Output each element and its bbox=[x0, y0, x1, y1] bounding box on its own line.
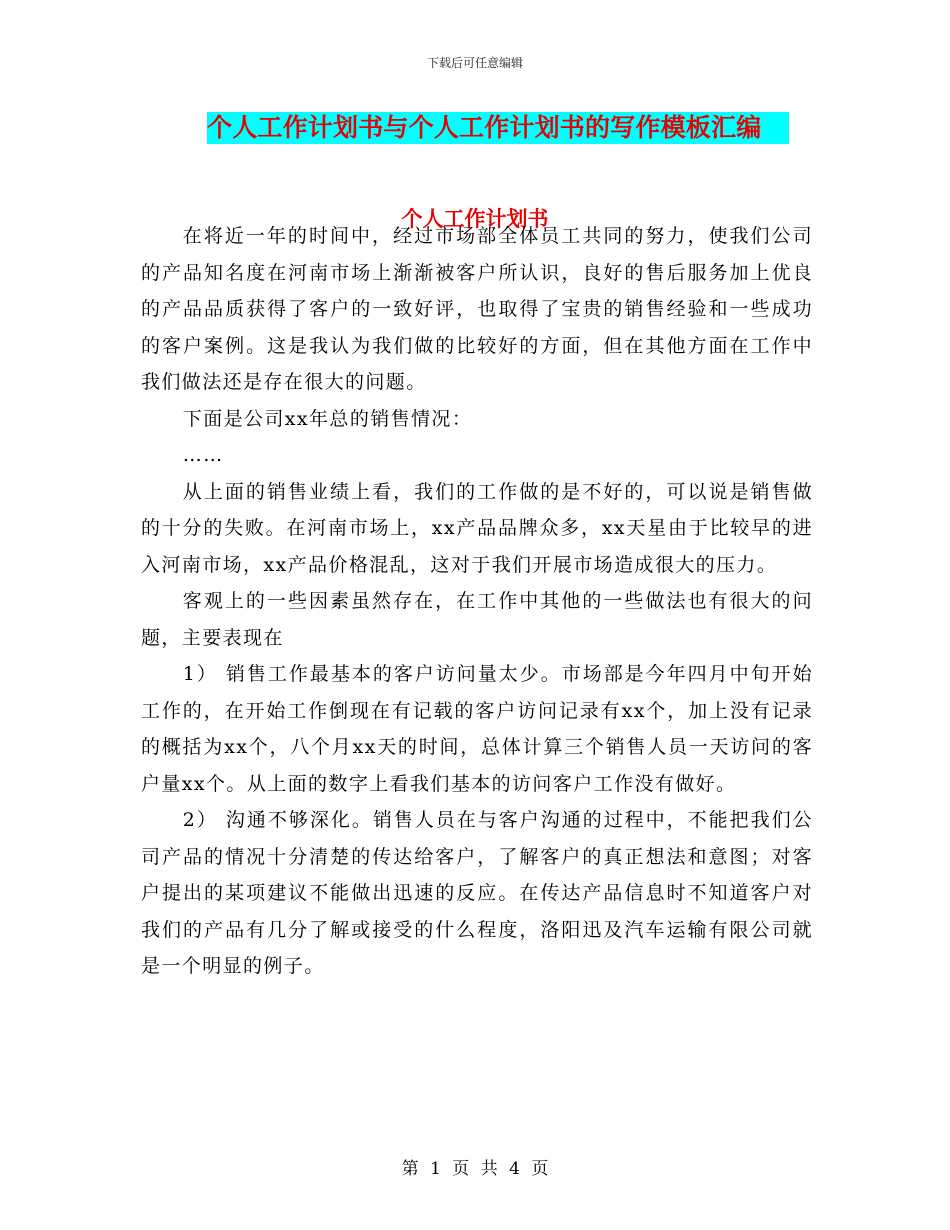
paragraph-problem-2: 2） 沟通不够深化。销售人员在与客户沟通的过程中，不能把我们公司产品的情况十分清楚的传达给客户，了解客户的真正想法和意图；对客户提出的某项建议不能做出迅速的反应。在传达产品信息时不知道客户对我们的产品有几分了解或接受的什么程度，洛阳迅及汽车运输有限公司就是一个明显的例子。 bbox=[141, 809, 813, 977]
paragraph-intro: 在将近一年的时间中，经过市场部全体员工共同的努力，使我们公司的产品知名度在河南市场上渐渐被客户所认识，良好的售后服务加上优良的产品品质获得了客户的一致好评，也取得了宝贵的销售经验和一些成功的客户案例。这是我认为我们做的比较好的方面，但在其他方面在工作中我们做法还是存在很大的问题。 bbox=[141, 225, 813, 393]
section-heading: 个人工作计划书 bbox=[401, 206, 549, 231]
paragraph-problems-intro: 客观上的一些因素虽然存在，在工作中其他的一些做法也有很大的问题，主要表现在 bbox=[141, 590, 813, 649]
header-note: 下载后可任意编辑 bbox=[426, 56, 523, 70]
page-number-footer: 第 1 页 共 4 页 bbox=[401, 1159, 549, 1179]
paragraph-problem-1: 1） 销售工作最基本的客户访问量太少。市场部是今年四月中旬开始工作的，在开始工作倒现在有记载的客户访问记录有xx个，加上没有记录的概括为xx个，八个月xx天的时间，总体计算三个销售人员一天访问的客户量xx个。从上面的数字上看我们基本的访问客户工作没有做好。 bbox=[141, 663, 813, 795]
paragraph-ellipsis: …… bbox=[182, 444, 224, 466]
paragraph-sales-intro: 下面是公司xx年总的销售情况： bbox=[182, 407, 473, 430]
paragraph-sales-analysis: 从上面的销售业绩上看，我们的工作做的是不好的，可以说是销售做的十分的失败。在河南市场上，xx产品品牌众多，xx天星由于比较早的进入河南市场，xx产品价格混乱，这对于我们开展市场造成很大的压力。 bbox=[141, 480, 813, 576]
document-body bbox=[141, 218, 813, 985]
document-title: 个人工作计划书与个人工作计划书的写作模板汇编 bbox=[207, 112, 789, 144]
